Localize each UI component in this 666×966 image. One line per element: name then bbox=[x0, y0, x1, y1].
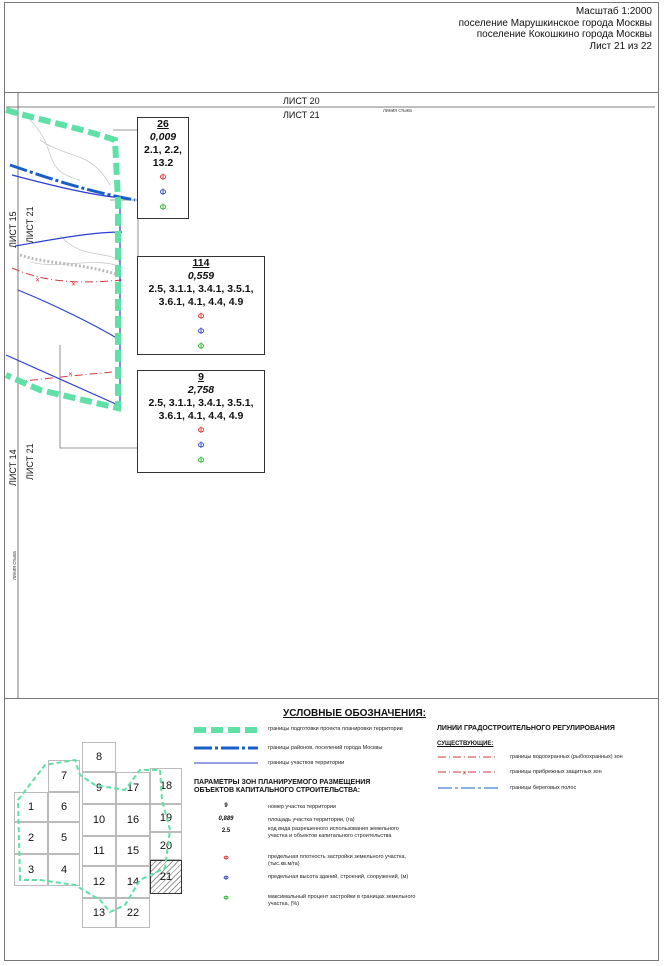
regulation-title: ЛИНИИ ГРАДОСТРОИТЕЛЬНОГО РЕГУЛИРОВАНИЯ bbox=[437, 725, 615, 732]
parcel-area: 0,009 bbox=[149, 131, 177, 143]
scale-text: Масштаб 1:2000 bbox=[575, 6, 652, 17]
density-indicator: Ф bbox=[197, 425, 205, 435]
water-zone-mark: ✕ bbox=[35, 278, 41, 284]
param-symbol-height: Ф bbox=[223, 876, 229, 882]
index-sheet-21-current[interactable]: 21 bbox=[150, 860, 182, 894]
parcel-codes: 2.1, 2.2, bbox=[144, 144, 182, 156]
index-project-outline bbox=[0, 0, 200, 966]
legend-title: УСЛОВНЫЕ ОБОЗНАЧЕНИЯ: bbox=[283, 708, 426, 719]
index-sheet-10[interactable]: 10 bbox=[82, 804, 116, 836]
sheet-21-label-lower: ЛИСТ 21 bbox=[25, 443, 35, 480]
parcel-number: 114 bbox=[192, 257, 210, 269]
index-sheet-15[interactable]: 15 bbox=[116, 836, 150, 866]
index-sheet-7[interactable]: 7 bbox=[48, 760, 80, 792]
param-symbol-number: 9 bbox=[224, 803, 228, 809]
legend-project-boundary: границы подготовки проекта планировки территории bbox=[268, 726, 403, 732]
svg-text:✕: ✕ bbox=[462, 771, 468, 777]
index-sheet-22[interactable]: 22 bbox=[116, 898, 150, 928]
regulation-symbols bbox=[436, 752, 502, 796]
index-sheet-9[interactable]: 9 bbox=[82, 772, 116, 804]
index-sheet-8[interactable]: 8 bbox=[82, 742, 116, 772]
sheet-14-label: ЛИСТ 14 bbox=[8, 449, 18, 486]
index-sheet-11[interactable]: 11 bbox=[82, 836, 116, 866]
height-indicator: Ф bbox=[197, 440, 205, 450]
legend-symbols bbox=[192, 725, 262, 769]
height-indicator: Ф bbox=[197, 326, 205, 336]
coverage-indicator: Ф bbox=[197, 341, 205, 351]
density-indicator: Ф bbox=[197, 311, 205, 321]
index-sheet-5[interactable]: 5 bbox=[48, 822, 80, 854]
index-sheet-3[interactable]: 3 bbox=[14, 854, 48, 886]
index-sheet-1[interactable]: 1 bbox=[14, 792, 48, 822]
index-sheet-20[interactable]: 20 bbox=[150, 832, 182, 860]
param-text: номер участка территории bbox=[268, 804, 337, 810]
sheet-21-label-upper: ЛИСТ 21 bbox=[25, 206, 35, 243]
legend-coastal-zone: границы прибрежных защитных зон bbox=[510, 769, 602, 775]
density-indicator: Ф bbox=[159, 172, 167, 182]
param-text: код вида разрешенного использования земельного участка и объектов капитального строительства bbox=[268, 826, 399, 839]
param-text: предельная плотность застройки земельного участка, (тыс.кв.м/га) bbox=[268, 854, 407, 867]
parcel-area: 0,559 bbox=[187, 270, 215, 282]
index-sheet-4[interactable]: 4 bbox=[48, 854, 80, 886]
index-sheet-12[interactable]: 12 bbox=[82, 866, 116, 898]
param-symbol-density: Ф bbox=[223, 856, 229, 862]
parcel-area: 2,758 bbox=[187, 384, 215, 396]
legend-district-boundary: границы районов, поселений города Москвы bbox=[268, 745, 383, 751]
coverage-indicator: Ф bbox=[159, 202, 167, 212]
param-text: предельная высота зданий, строений, сооружений, (м) bbox=[268, 874, 409, 880]
param-text: площадь участка территории, (га) bbox=[268, 817, 355, 823]
legend-shore-strip: границы береговых полос bbox=[510, 785, 577, 791]
parcel-codes: 2.5, 3.1.1, 3.4.1, 3.5.1, bbox=[148, 397, 254, 409]
param-text: максимальный процент застройки в границах земельного участка, (%) bbox=[268, 894, 416, 907]
parcel-codes: 3.6.1, 4.1, 4.4, 4.9 bbox=[158, 410, 244, 422]
parcel-codes: 13.2 bbox=[152, 157, 174, 169]
join-line-vertical-label: линия стыка bbox=[12, 551, 18, 580]
index-sheet-16[interactable]: 16 bbox=[116, 804, 150, 836]
index-sheet-17[interactable]: 17 bbox=[116, 772, 150, 804]
coverage-indicator: Ф bbox=[197, 455, 205, 465]
parcel-number: 26 bbox=[157, 118, 169, 130]
sheet-number: Лист 21 из 22 bbox=[589, 40, 652, 52]
join-line-label: линия стыка bbox=[383, 108, 412, 114]
index-sheet-6[interactable]: 6 bbox=[48, 792, 80, 822]
water-zone-mark: ✕ bbox=[68, 372, 74, 378]
settlement-2: поселение Кокошкино города Москвы bbox=[476, 29, 652, 40]
sheet-21-label: ЛИСТ 21 bbox=[283, 110, 320, 120]
sheet-15-label: ЛИСТ 15 bbox=[8, 211, 18, 248]
index-sheet-19[interactable]: 19 bbox=[150, 804, 182, 832]
params-title: ПАРАМЕТРЫ ЗОН ПЛАНИРУЕМОГО РАЗМЕЩЕНИЯ ОБЪЕКТОВ КАПИТАЛЬНОГО СТРОИТЕЛЬСТВА: bbox=[194, 779, 371, 794]
settlement-1: поселение Марушкинское города Москвы bbox=[458, 17, 652, 29]
index-sheet-13[interactable]: 13 bbox=[82, 898, 116, 928]
sheet-20-label: ЛИСТ 20 bbox=[283, 96, 320, 106]
legend-water-zone: границы водоохранных (рыбоохранных) зон bbox=[510, 754, 623, 760]
parcel-number: 9 bbox=[198, 371, 204, 383]
index-sheet-2[interactable]: 2 bbox=[14, 822, 48, 854]
existing-label: СУЩЕСТВУЮЩИЕ: bbox=[437, 741, 494, 747]
param-symbol-coverage: Ф bbox=[223, 896, 229, 902]
height-indicator: Ф bbox=[159, 187, 167, 197]
param-symbol-area: 0,889 bbox=[218, 816, 234, 822]
legend-parcel-boundary: границы участков территории bbox=[268, 760, 345, 766]
param-symbol-code: 2.5 bbox=[221, 828, 231, 834]
parcel-codes: 3.6.1, 4.1, 4.4, 4.9 bbox=[158, 296, 244, 308]
parcel-codes: 2.5, 3.1.1, 3.4.1, 3.5.1, bbox=[148, 283, 254, 295]
water-zone-mark: ✕ bbox=[71, 282, 77, 288]
index-sheet-18[interactable]: 18 bbox=[150, 768, 182, 804]
index-sheet-14[interactable]: 14 bbox=[116, 866, 150, 898]
